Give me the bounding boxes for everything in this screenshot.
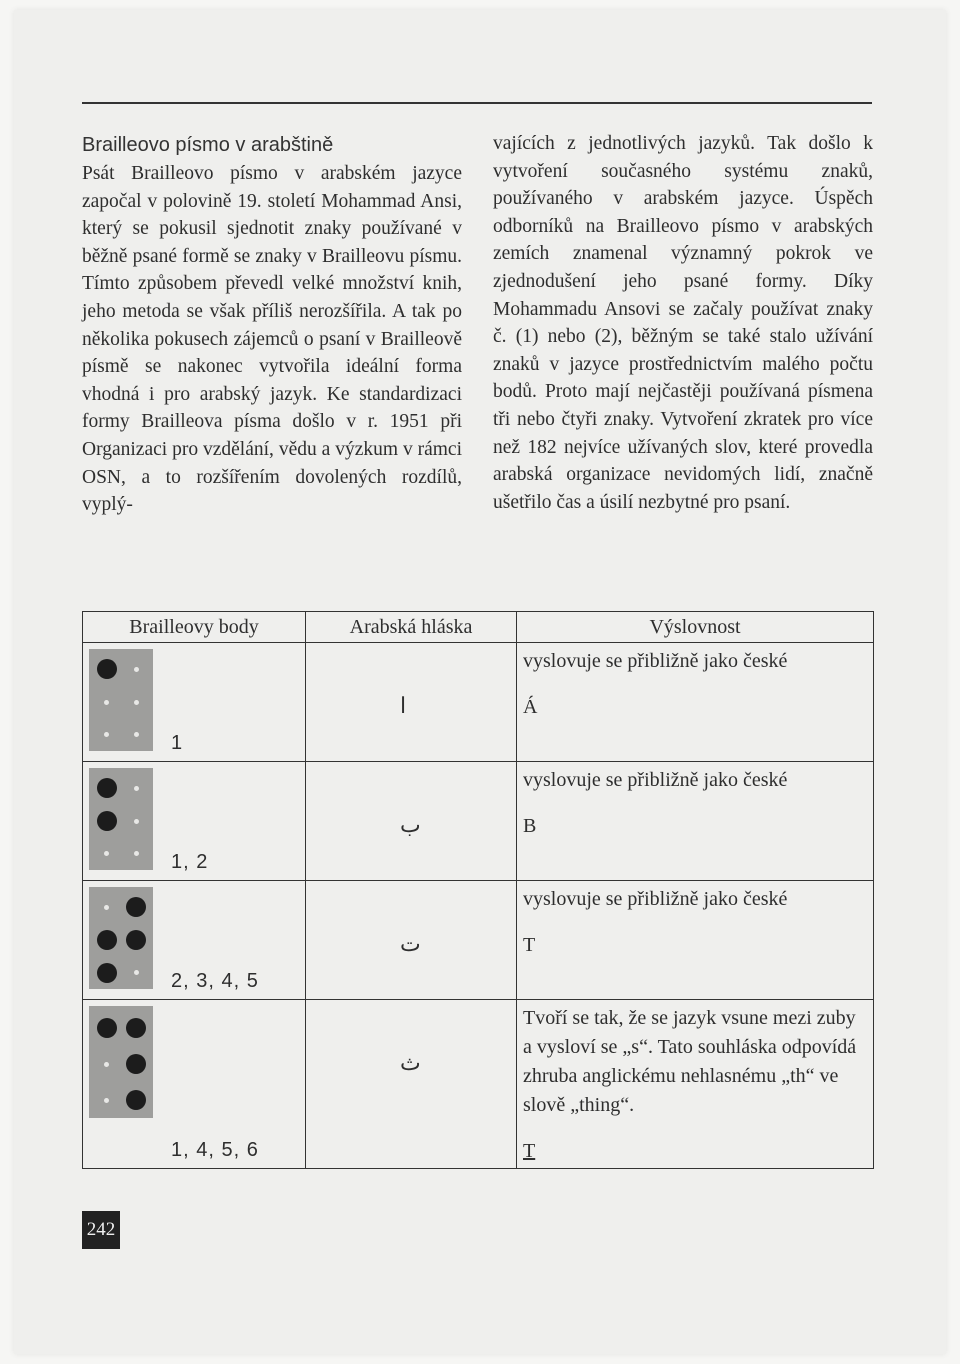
dot-numbers: 1 (171, 732, 184, 754)
braille-dot-flat (134, 786, 139, 791)
braille-dot-raised (126, 1090, 146, 1110)
left-column (82, 130, 462, 519)
braille-dot-raised (126, 1018, 146, 1038)
czech-letter: B (523, 815, 537, 837)
pronunciation-cell (517, 1000, 874, 1169)
braille-dot-raised (97, 1018, 117, 1038)
braille-cell (83, 881, 306, 1000)
braille-dot-raised (97, 778, 117, 798)
braille-dots-graphic (89, 887, 153, 989)
arabic-letter: ث (400, 1050, 421, 1075)
arabic-cell (306, 643, 517, 762)
braille-cell (83, 1000, 306, 1169)
braille-dot-raised (97, 963, 117, 983)
braille-dot-raised (97, 659, 117, 679)
table-row (83, 881, 874, 1000)
braille-dot-raised (126, 897, 146, 917)
arabic-cell (306, 881, 517, 1000)
braille-dot-raised (126, 1054, 146, 1074)
pronunciation-cell (517, 762, 874, 881)
braille-dot-raised (97, 811, 117, 831)
pronunciation-cell (517, 643, 874, 762)
table-row (83, 762, 874, 881)
header-pronunciation: Výslovnost (517, 612, 874, 643)
dot-numbers: 1, 2 (171, 851, 209, 873)
table-row (83, 1000, 874, 1169)
arabic-letter: ت (400, 931, 421, 956)
braille-dot-flat (134, 851, 139, 856)
czech-letter: Á (523, 696, 538, 718)
pronunciation-text: vyslovuje se přibližně jako české (523, 888, 788, 910)
arabic-cell (306, 1000, 517, 1169)
page-number: 242 (82, 1211, 120, 1249)
pronunciation-cell (517, 881, 874, 1000)
braille-cell (83, 762, 306, 881)
braille-dots-graphic (89, 1006, 153, 1118)
braille-dot-flat (104, 1062, 109, 1067)
braille-dot-flat (134, 667, 139, 672)
braille-dot-flat (104, 1098, 109, 1103)
header-braille-dots: Brailleovy body (83, 612, 306, 643)
braille-dot-flat (104, 700, 109, 705)
braille-dot-flat (134, 700, 139, 705)
right-column (493, 130, 873, 516)
braille-dot-flat (104, 905, 109, 910)
pronunciation-text: vyslovuje se přibližně jako české (523, 769, 788, 791)
braille-dot-flat (134, 732, 139, 737)
header-arabic-letter: Arabská hláska (306, 612, 517, 643)
left-paragraph: Psát Brailleovo písmo v arabském jazyce započal v polovině 19. století Mohammad Ansi, který se pokusil sjednotit znaky používané v běžně psané formě se znaky v Brailleovu písmu. Tímto způsobem převedl velké množství knih, jeho metoda se však příliš nerozšířila. A tak po několika pokusech zájemců o psaní v Brailleově písmě se nakonec vytvořila ideální forma vhodná i pro arabský jazyk. Ke standardizaci formy Brailleova písma došlo v r. 1951 při Organizaci pro vzdělání, vědu a výzkum v rámci OSN, a to rozšířením dovolených rozdílů, vyplý- (82, 163, 462, 516)
braille-dots-graphic (89, 768, 153, 870)
braille-dot-raised (97, 930, 117, 950)
section-heading: Brailleovo písmo v arabštině (82, 134, 334, 156)
pronunciation-text: vyslovuje se přibližně jako české (523, 650, 788, 672)
arabic-letter: ا (400, 693, 407, 718)
braille-dots-graphic (89, 649, 153, 751)
pronunciation-text: Tvoří se tak, že se jazyk vsune mezi zuby a vysloví se „s“. Tato souhláska odpovídá zhruba anglickému nehlasnému „th“ ve slově „thing“. (523, 1007, 857, 1116)
dot-numbers: 2, 3, 4, 5 (171, 970, 259, 992)
braille-table (82, 611, 874, 1169)
czech-letter: T (523, 1140, 536, 1162)
arabic-letter: ب (400, 812, 421, 837)
braille-dot-flat (134, 970, 139, 975)
right-paragraph: vajících z jednotlivých jazyků. Tak došlo k vytvoření současného systému znaků, používaného v arabském jazyce. Úspěch odborníků na Brailleovo písmo v arabských zemích znamenal významný pokrok ve zjednodušení jeho psané formy. Díky Mohammadu Ansovi se začaly používat znaky č. (1) nebo (2), běžným se také stalo užívání znaků v jazyce prostřednictvím malého počtu bodů. Proto mají nejčastěji používaná písmena tři nebo čtyři znaky. Vytvoření zkratek pro více než 182 nejvíce užívaných slov, které provedla arabská organizace nevidomých lidí, značně ušetřilo čas a úsilí nezbytné pro psaní. (493, 133, 873, 513)
braille-dot-raised (126, 930, 146, 950)
czech-letter: T (523, 934, 536, 956)
braille-cell (83, 643, 306, 762)
braille-dot-flat (104, 851, 109, 856)
table-header-row (83, 612, 874, 643)
table-row (83, 643, 874, 762)
dot-numbers: 1, 4, 5, 6 (171, 1139, 259, 1161)
braille-dot-flat (104, 732, 109, 737)
arabic-cell (306, 762, 517, 881)
braille-dot-flat (134, 819, 139, 824)
top-rule (82, 102, 872, 104)
